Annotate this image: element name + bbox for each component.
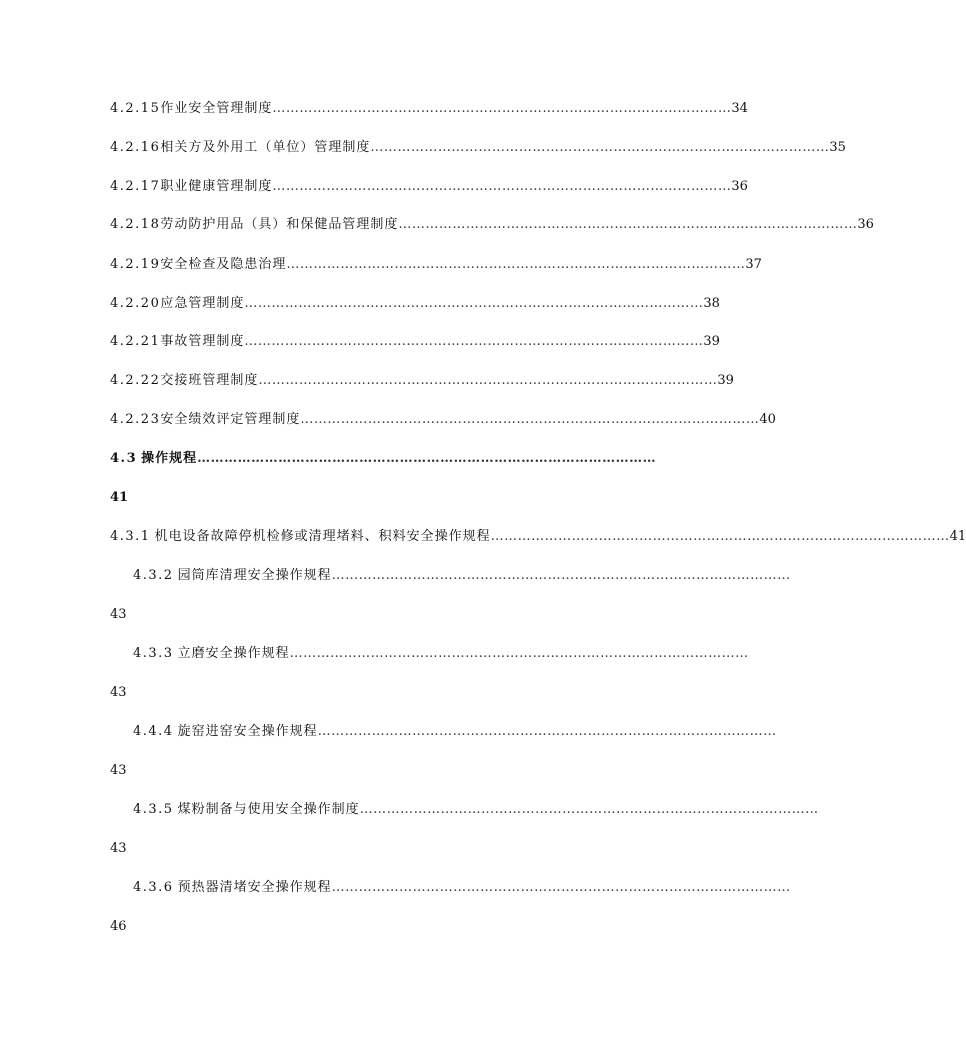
toc-leader-dots: …………………………………………………………………………………………	[197, 451, 657, 466]
toc-section-heading[interactable]	[110, 450, 657, 468]
toc-leader-dots: …………………………………………………………………………………………	[331, 568, 791, 583]
toc-entry-number: 4.2.22	[110, 373, 161, 388]
toc-leader-dots: …………………………………………………………………………………………	[300, 412, 760, 427]
toc-entry-title: 交接班管理制度	[160, 373, 259, 388]
toc-leader-dots: …………………………………………………………………………………………	[490, 529, 950, 544]
toc-entry-number: 4.4.4	[133, 724, 174, 739]
toc-leader-dots: …………………………………………………………………………………………	[370, 140, 830, 155]
toc-entry-page: 43	[110, 763, 127, 778]
toc-leader-dots: …………………………………………………………………………………………	[289, 646, 749, 661]
toc-entry-page: 38	[703, 296, 720, 311]
toc-entry-number: 4.3.2	[133, 568, 174, 583]
toc-entry-page: 43	[110, 685, 127, 700]
toc-leader-dots: …………………………………………………………………………………………	[317, 724, 777, 739]
toc-entry[interactable]	[110, 216, 874, 234]
toc-entry-page: 37	[745, 257, 762, 272]
toc-entry-number: 4.2.19	[110, 257, 161, 272]
toc-entry[interactable]	[133, 723, 777, 741]
toc-entry-title: 劳动防护用品（具）和保健品管理制度	[160, 217, 399, 232]
toc-entry-title: 作业安全管理制度	[160, 101, 273, 116]
toc-entry-number: 4.2.15	[110, 101, 161, 116]
toc-entry[interactable]	[110, 411, 776, 429]
toc-entry-number: 4.2.18	[110, 217, 161, 232]
toc-leader-dots: …………………………………………………………………………………………	[244, 334, 704, 349]
toc-entry-title: 预热器清堵安全操作规程	[177, 880, 332, 895]
toc-entry-page: 41	[110, 490, 129, 505]
toc-entry-number: 4.2.23	[110, 412, 161, 427]
toc-entry[interactable]	[133, 645, 749, 663]
toc-entry-number: 4.2.17	[110, 179, 161, 194]
toc-leader-dots: …………………………………………………………………………………………	[398, 217, 858, 232]
toc-entry-page: 39	[703, 334, 720, 349]
toc-entry[interactable]	[110, 295, 720, 313]
toc-entry-title: 安全绩效评定管理制度	[160, 412, 301, 427]
toc-entry-page: 34	[731, 101, 748, 116]
toc-entry-page: 41	[949, 529, 966, 544]
toc-entry-title: 事故管理制度	[160, 334, 245, 349]
toc-leader-dots: …………………………………………………………………………………………	[331, 880, 791, 895]
toc-leader-dots: …………………………………………………………………………………………	[244, 296, 704, 311]
toc-entry-number: 4.3.1	[110, 529, 151, 544]
toc-entry[interactable]	[110, 528, 966, 546]
toc-entry-number: 4.3	[110, 451, 138, 466]
toc-entry-title: 立磨安全操作规程	[177, 646, 290, 661]
toc-entry-title: 园筒库清理安全操作规程	[177, 568, 332, 583]
toc-leader-dots: …………………………………………………………………………………………	[272, 179, 732, 194]
toc-entry[interactable]	[110, 372, 734, 390]
toc-entry-title: 安全检查及隐患治理	[160, 257, 287, 272]
toc-entry-title: 旋窑进窑安全操作规程	[177, 724, 318, 739]
toc-entry-page: 35	[829, 140, 846, 155]
toc-entry-title: 煤粉制备与使用安全操作制度	[177, 802, 360, 817]
toc-entry-page: 43	[110, 607, 127, 622]
toc-entry-title: 操作规程	[141, 451, 198, 466]
toc-entry-number: 4.2.16	[110, 140, 161, 155]
toc-entry[interactable]	[110, 256, 762, 274]
toc-entry-number: 4.2.21	[110, 334, 161, 349]
toc-entry-page: 39	[717, 373, 734, 388]
toc-entry-title: 应急管理制度	[160, 296, 245, 311]
toc-entry-page: 40	[759, 412, 776, 427]
toc-entry-page: 43	[110, 841, 127, 856]
toc-entry-number: 4.2.20	[110, 296, 161, 311]
toc-leader-dots: …………………………………………………………………………………………	[272, 101, 732, 116]
toc-entry-title: 机电设备故障停机检修或清理堵料、积料安全操作规程	[154, 529, 491, 544]
toc-entry[interactable]	[133, 879, 791, 897]
toc-entry-title: 相关方及外用工（单位）管理制度	[160, 140, 371, 155]
toc-entry-page: 36	[857, 217, 874, 232]
toc-entry-page: 36	[731, 179, 748, 194]
toc-entry[interactable]	[110, 333, 720, 351]
toc-leader-dots: …………………………………………………………………………………………	[258, 373, 718, 388]
toc-entry-number: 4.3.3	[133, 646, 174, 661]
toc-leader-dots: …………………………………………………………………………………………	[359, 802, 819, 817]
toc-entry-page: 46	[110, 919, 127, 934]
toc-entry[interactable]	[133, 801, 819, 819]
toc-entry[interactable]	[110, 139, 846, 157]
toc-leader-dots: …………………………………………………………………………………………	[286, 257, 746, 272]
toc-entry[interactable]	[110, 178, 748, 196]
toc-entry-title: 职业健康管理制度	[160, 179, 273, 194]
toc-entry[interactable]	[133, 567, 791, 585]
toc-entry[interactable]	[110, 100, 748, 118]
toc-entry-number: 4.3.5	[133, 802, 174, 817]
toc-entry-number: 4.3.6	[133, 880, 174, 895]
